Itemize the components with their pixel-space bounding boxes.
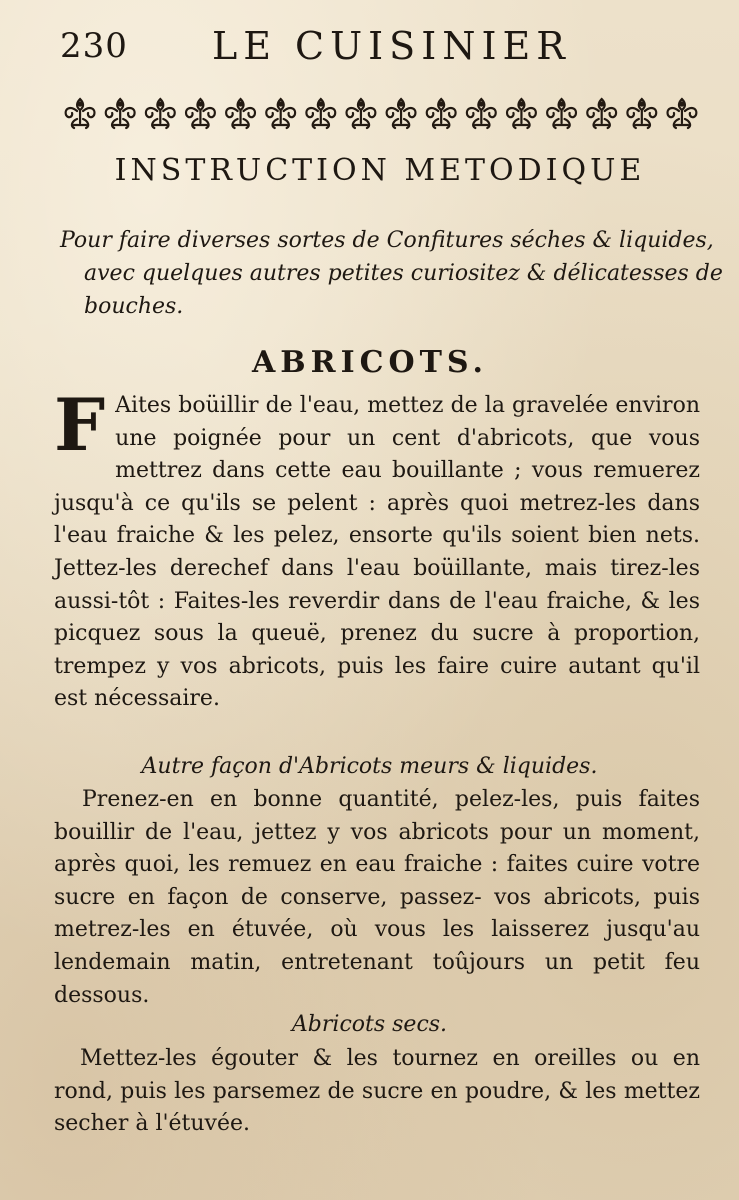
recipe-subheading: Abricots secs. (291, 1012, 448, 1037)
fleuron-icon (668, 99, 697, 128)
section-subtitle: Pour faire diverses sortes de Confitures séches & liquides, avec quelques autres petites curiositez & délicatesses de bouches. (60, 228, 723, 319)
fleuron-border-icon (60, 92, 702, 134)
recipe-paragraph (54, 382, 700, 716)
drop-cap: F (54, 382, 106, 467)
recipe-paragraph: Mettez-les égouter & les tournez en oreilles ou en rond, puis les parsemez de sucre en poudre, & les mettez secher à l'étuvée. (54, 1046, 700, 1137)
paragraph-text: Aites boüillir de l'eau, mettez de la gravelée environ une poignée pour un cent d'abricots, que vous mettrez dans cette eau bouillante ; vous remuerez jusqu'à ce qu'ils se pelent : après quoi metrez-les dans l'eau fraiche & les pelez, ensorte qu'ils soient bien nets. Jettez-les derechef dans l'eau boüillante, mais tirez-les aussi-tôt : Faites-les reverdir dans de l'eau fraiche, & les picquez sous la queuë, prenez du sucre à proportion, trempez y vos abricots, puis les faire cuire autant qu'il est nécessaire. (54, 393, 700, 712)
fleuron-icon (146, 99, 175, 128)
recipe-paragraph: Prenez-en en bonne quantité, pelez-les, puis faites bouillir de l'eau, jettez y vos abricots pour un moment, après quoi, les remuez en eau fraiche : faites cuire votre sucre en façon de conserve, passez- vos abricots, puis metrez-les en étuvée, où vous les laisserez jusqu'au lendemain matin, entretenant toûjours un petit feu dessous. (54, 787, 700, 1008)
recipe-subheading: Autre façon d'Abricots meurs & liquides. (141, 754, 598, 779)
fleuron-icon (467, 99, 496, 128)
page-number: 230 (60, 26, 128, 66)
fleuron-icon (547, 99, 576, 128)
fleuron-icon (347, 99, 376, 128)
fleuron-icon (387, 99, 416, 128)
fleuron-icon (507, 99, 536, 128)
running-title: LE CUISINIER (212, 24, 571, 68)
recipe-heading: ABRICOTS. (252, 345, 488, 380)
fleuron-icon (186, 99, 215, 128)
fleuron-icon (106, 99, 135, 128)
fleuron-icon (627, 99, 656, 128)
fleuron-icon (66, 99, 95, 128)
section-title: INSTRUCTION METODIQUE (114, 153, 646, 188)
fleuron-icon (587, 99, 616, 128)
fleuron-icon (306, 99, 335, 128)
fleuron-icon (226, 99, 255, 128)
fleuron-icon (266, 99, 295, 128)
page-header (0, 22, 739, 72)
fleuron-icon (427, 99, 456, 128)
